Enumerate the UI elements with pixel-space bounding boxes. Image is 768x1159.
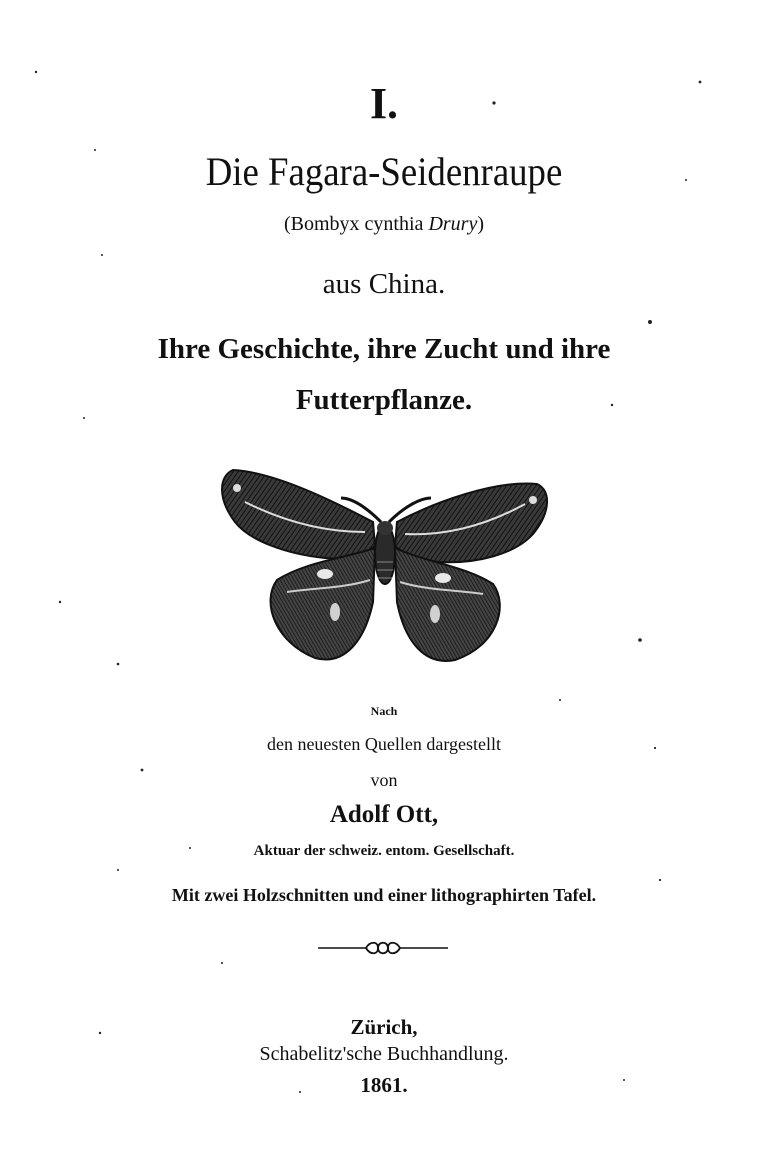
book-title: Die Fagara-Seidenraupe [205,149,563,194]
subtitle-line-2: Futterpflanze. [295,384,473,416]
chapter-numeral: I. [369,79,399,128]
latin-name-text: (Bombyx cynthia [284,213,429,235]
latin-name-close: ) [477,213,484,235]
imprint-publisher: Schabelitz'sche Buchhandlung. [259,1043,509,1065]
author-affiliation: Aktuar der schweiz. entom. Gesellschaft. [253,843,515,859]
subtitle-line-1: Ihre Geschichte, ihre Zucht und ihre [157,333,611,365]
imprint-year: 1861. [360,1073,408,1097]
ornament-divider [316,938,450,958]
author-name: Adolf Ott, [329,801,439,828]
nach-line: Nach [370,704,398,718]
latin-name-author: Drury [428,213,478,235]
illustrations-note: Mit zwei Holzschnitten und einer lithographirten Tafel. [171,885,597,905]
latin-name [0,213,768,236]
sources-line: den neuesten Quellen dargestellt [266,734,502,754]
origin-line: aus China. [322,268,446,300]
imprint-city: Zürich, [350,1015,418,1039]
von-line: von [370,770,398,790]
moth-illustration [215,462,555,667]
